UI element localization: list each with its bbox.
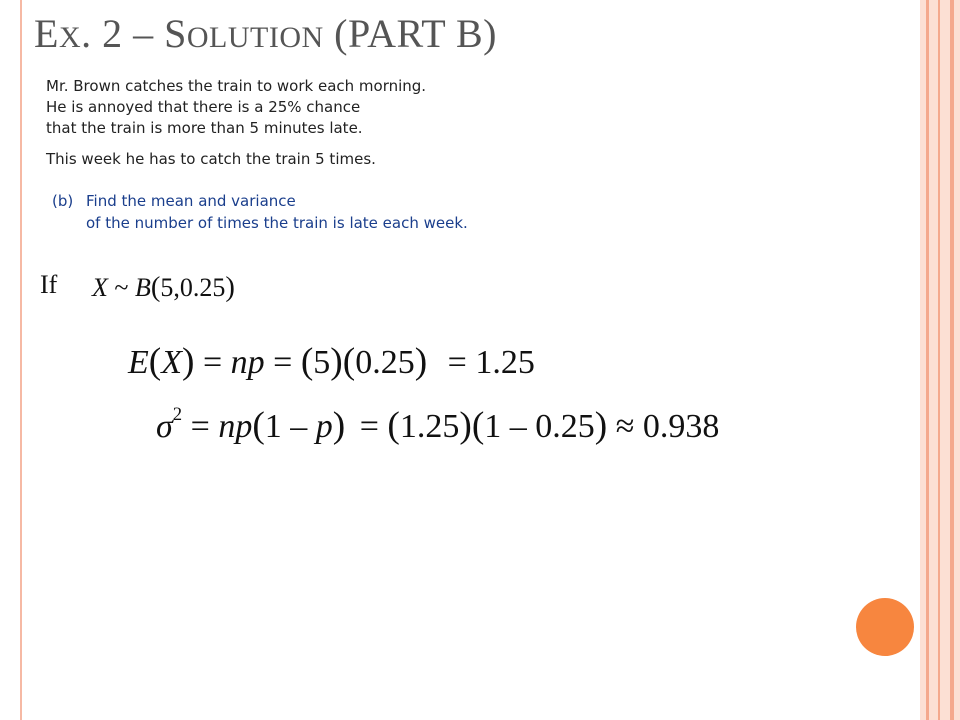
mean-equation: E(X) = np = (5)(0.25) = 1.25	[128, 341, 535, 382]
slide-title: EX. 2 – SOLUTION (PART B)	[34, 11, 497, 56]
problem-statement	[46, 76, 426, 170]
if-word: If	[40, 270, 58, 299]
left-frame-rule	[20, 0, 22, 720]
decorative-circle	[856, 598, 914, 656]
problem-extra: This week he has to catch the train 5 times.	[46, 150, 376, 168]
question-line-2: of the number of times the train is late each week.	[86, 214, 468, 232]
problem-line: that the train is more than 5 minutes late.	[46, 119, 363, 137]
problem-line: He is annoyed that there is a 25% chance	[46, 98, 361, 116]
question-label: (b)	[52, 192, 74, 210]
problem-line: Mr. Brown catches the train to work each morning.	[46, 77, 427, 95]
mean-result: 1.25	[475, 344, 535, 381]
question-line-1: Find the mean and variance	[86, 192, 296, 210]
question-part-b	[52, 190, 468, 234]
variance-result: 0.938	[642, 408, 720, 445]
variance-equation: $\sigma^2 = np(1 - p) = (1.25)(1 - 0.25) \approx 0.938$	[156, 404, 720, 446]
distribution-statement: X ~ B(5,0.25)	[92, 272, 235, 303]
right-decorative-band	[920, 0, 960, 720]
